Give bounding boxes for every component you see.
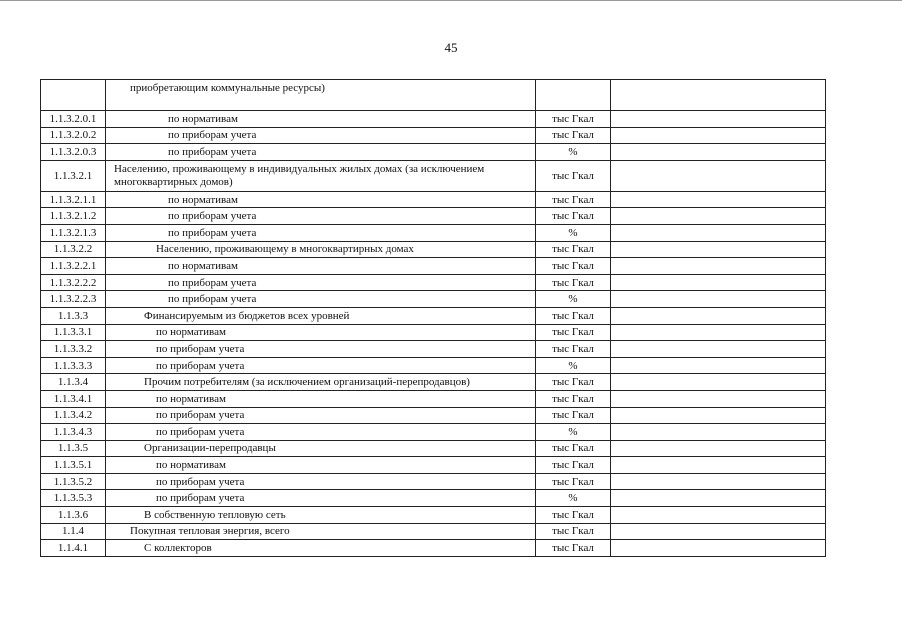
row-unit-cell: % — [536, 144, 611, 161]
table-row — [41, 374, 826, 391]
row-value-cell — [611, 507, 826, 524]
row-unit-cell: тыс Гкал — [536, 191, 611, 208]
row-name-cell: по приборам учета — [106, 490, 536, 507]
row-unit-cell: тыс Гкал — [536, 523, 611, 540]
table-row — [41, 127, 826, 144]
row-value-cell — [611, 523, 826, 540]
table-row — [41, 191, 826, 208]
row-code-cell: 1.1.3.2.2.3 — [41, 291, 106, 308]
row-value-cell — [611, 291, 826, 308]
row-value-cell — [611, 127, 826, 144]
row-unit-cell: тыс Гкал — [536, 160, 611, 191]
row-name-cell: Прочим потребителям (за исключением организаций-перепродавцов) — [106, 374, 536, 391]
row-code-cell: 1.1.3.2.1.3 — [41, 224, 106, 241]
row-value-cell — [611, 208, 826, 225]
row-code-cell: 1.1.3.5 — [41, 440, 106, 457]
row-name-cell: по приборам учета — [106, 127, 536, 144]
table-row — [41, 407, 826, 424]
row-unit-cell: тыс Гкал — [536, 341, 611, 358]
row-name-cell: по приборам учета — [106, 291, 536, 308]
row-value-cell — [611, 111, 826, 128]
row-code-cell — [41, 80, 106, 111]
page-top-edge — [0, 0, 902, 1]
row-code-cell: 1.1.3.3 — [41, 307, 106, 324]
balance-table — [40, 79, 826, 557]
table-row — [41, 473, 826, 490]
table-row — [41, 357, 826, 374]
row-unit-cell — [536, 80, 611, 111]
row-name-cell: по нормативам — [106, 258, 536, 275]
table-row — [41, 457, 826, 474]
page-number: 45 — [444, 40, 458, 55]
row-value-cell — [611, 357, 826, 374]
row-unit-cell: тыс Гкал — [536, 407, 611, 424]
table-row — [41, 224, 826, 241]
row-code-cell: 1.1.3.2.1 — [41, 160, 106, 191]
table-row — [41, 440, 826, 457]
row-unit-cell: тыс Гкал — [536, 457, 611, 474]
row-unit-cell: тыс Гкал — [536, 390, 611, 407]
row-name-cell: Покупная тепловая энергия, всего — [106, 523, 536, 540]
row-name-cell: по приборам учета — [106, 341, 536, 358]
row-value-cell — [611, 540, 826, 557]
row-value-cell — [611, 224, 826, 241]
table-row — [41, 490, 826, 507]
table-row — [41, 324, 826, 341]
table-row — [41, 341, 826, 358]
table-row — [41, 241, 826, 258]
row-value-cell — [611, 473, 826, 490]
table-row — [41, 80, 826, 111]
row-name-cell: Населению, проживающему в индивидуальных жилых домах (за исключением многоквартирных домов) — [106, 160, 536, 191]
row-value-cell — [611, 258, 826, 275]
table-row — [41, 507, 826, 524]
row-name-cell: по приборам учета — [106, 274, 536, 291]
row-value-cell — [611, 191, 826, 208]
row-value-cell — [611, 424, 826, 441]
row-name-cell: Организации-перепродавцы — [106, 440, 536, 457]
row-name-cell: по нормативам — [106, 111, 536, 128]
table-row — [41, 144, 826, 161]
row-value-cell — [611, 160, 826, 191]
row-name-cell: по нормативам — [106, 324, 536, 341]
row-code-cell: 1.1.3.3.2 — [41, 341, 106, 358]
row-code-cell: 1.1.3.6 — [41, 507, 106, 524]
row-value-cell — [611, 307, 826, 324]
row-code-cell: 1.1.3.2.2.2 — [41, 274, 106, 291]
row-value-cell — [611, 241, 826, 258]
row-name-cell: по приборам учета — [106, 407, 536, 424]
row-value-cell — [611, 80, 826, 111]
row-name-cell: по приборам учета — [106, 357, 536, 374]
row-name-cell: по приборам учета — [106, 224, 536, 241]
row-unit-cell: тыс Гкал — [536, 374, 611, 391]
row-code-cell: 1.1.3.4.2 — [41, 407, 106, 424]
row-name-cell: по нормативам — [106, 457, 536, 474]
row-value-cell — [611, 274, 826, 291]
row-value-cell — [611, 457, 826, 474]
table-row — [41, 208, 826, 225]
row-unit-cell: тыс Гкал — [536, 274, 611, 291]
table-body — [41, 80, 826, 557]
row-unit-cell: тыс Гкал — [536, 241, 611, 258]
row-name-cell: по нормативам — [106, 191, 536, 208]
table-row — [41, 111, 826, 128]
row-code-cell: 1.1.3.4 — [41, 374, 106, 391]
table-row — [41, 540, 826, 557]
row-code-cell: 1.1.4.1 — [41, 540, 106, 557]
table-row — [41, 274, 826, 291]
row-unit-cell: % — [536, 424, 611, 441]
table-row — [41, 291, 826, 308]
row-code-cell: 1.1.3.2.0.2 — [41, 127, 106, 144]
row-code-cell: 1.1.3.5.2 — [41, 473, 106, 490]
row-name-cell: Финансируемым из бюджетов всех уровней — [106, 307, 536, 324]
row-unit-cell: тыс Гкал — [536, 258, 611, 275]
table-row — [41, 160, 826, 191]
row-value-cell — [611, 374, 826, 391]
row-name-cell: Населению, проживающему в многоквартирных домах — [106, 241, 536, 258]
row-code-cell: 1.1.3.2.0.3 — [41, 144, 106, 161]
row-code-cell: 1.1.3.2.1.1 — [41, 191, 106, 208]
row-code-cell: 1.1.3.2.1.2 — [41, 208, 106, 225]
table-row — [41, 424, 826, 441]
row-code-cell: 1.1.3.5.3 — [41, 490, 106, 507]
row-unit-cell: тыс Гкал — [536, 473, 611, 490]
row-code-cell: 1.1.3.4.3 — [41, 424, 106, 441]
table-row — [41, 307, 826, 324]
row-name-cell: по приборам учета — [106, 208, 536, 225]
row-code-cell: 1.1.3.2.0.1 — [41, 111, 106, 128]
row-name-cell: по приборам учета — [106, 473, 536, 490]
row-name-cell: по приборам учета — [106, 424, 536, 441]
row-unit-cell: тыс Гкал — [536, 307, 611, 324]
row-value-cell — [611, 324, 826, 341]
row-value-cell — [611, 390, 826, 407]
row-unit-cell: тыс Гкал — [536, 127, 611, 144]
row-value-cell — [611, 440, 826, 457]
row-unit-cell: тыс Гкал — [536, 324, 611, 341]
row-code-cell: 1.1.3.3.1 — [41, 324, 106, 341]
row-value-cell — [611, 341, 826, 358]
row-name-cell: В собственную тепловую сеть — [106, 507, 536, 524]
row-unit-cell: тыс Гкал — [536, 440, 611, 457]
row-value-cell — [611, 490, 826, 507]
row-unit-cell: % — [536, 224, 611, 241]
row-name-cell: С коллекторов — [106, 540, 536, 557]
table-row — [41, 390, 826, 407]
row-name-cell: приобретающим коммунальные ресурсы) — [106, 80, 536, 111]
row-code-cell: 1.1.3.2.2.1 — [41, 258, 106, 275]
row-value-cell — [611, 407, 826, 424]
row-unit-cell: % — [536, 291, 611, 308]
table-row — [41, 523, 826, 540]
row-name-cell: по приборам учета — [106, 144, 536, 161]
row-unit-cell: тыс Гкал — [536, 208, 611, 225]
row-unit-cell: тыс Гкал — [536, 540, 611, 557]
row-unit-cell: % — [536, 490, 611, 507]
row-code-cell: 1.1.3.2.2 — [41, 241, 106, 258]
row-code-cell: 1.1.4 — [41, 523, 106, 540]
row-unit-cell: тыс Гкал — [536, 111, 611, 128]
row-name-cell: по нормативам — [106, 390, 536, 407]
table-row — [41, 258, 826, 275]
row-value-cell — [611, 144, 826, 161]
row-code-cell: 1.1.3.3.3 — [41, 357, 106, 374]
row-code-cell: 1.1.3.4.1 — [41, 390, 106, 407]
row-code-cell: 1.1.3.5.1 — [41, 457, 106, 474]
row-unit-cell: тыс Гкал — [536, 507, 611, 524]
row-unit-cell: % — [536, 357, 611, 374]
